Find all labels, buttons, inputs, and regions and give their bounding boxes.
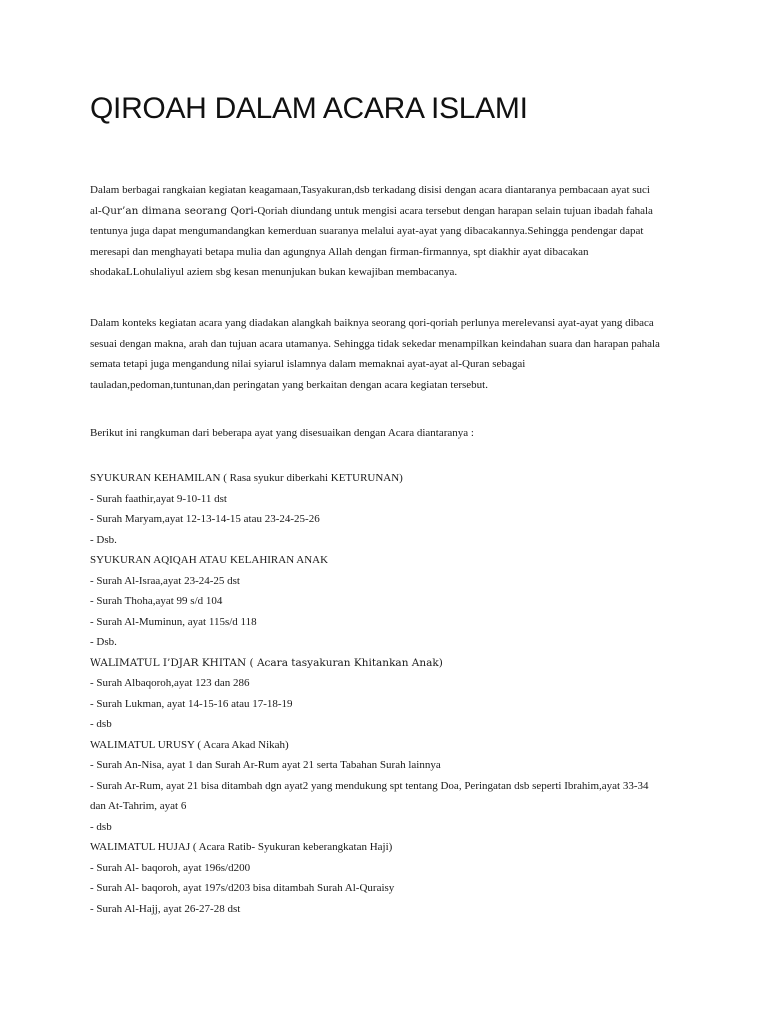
list-item: WALIMATUL URUSY ( Acara Akad Nikah): [90, 738, 289, 751]
intro-paragraph: [90, 180, 690, 283]
list-item: - Surah An-Nisa, ayat 1 dan Surah Ar-Rum ayat 21 serta Tabahan Surah lainnya: [90, 759, 441, 771]
intro-line-4: meresapi dan menghayati betapa mulia dan agungnya Allah dengan firman-firmannya, spt diakhir ayat dibacakan: [90, 245, 589, 258]
summary-intro-line: Berikut ini rangkuman dari beberapa ayat yang disesuaikan dengan Acara diantaranya :: [90, 427, 474, 439]
list-item: - Surah Al-Muminun, ayat 115s/d 118: [90, 615, 257, 628]
list-item: - Surah faathir,ayat 9-10-11 dst: [90, 492, 227, 505]
list-item: - Surah Al- baqoroh, ayat 197s/d203 bisa ditambah Surah Al-Quraisy: [90, 882, 395, 894]
list-item: - dsb: [90, 820, 112, 833]
list-item: SYUKURAN KEHAMILAN ( Rasa syukur diberkahi KETURUNAN): [90, 472, 403, 484]
list-item: WALIMATUL HUJAJ ( Acara Ratib- Syukuran keberangkatan Haji): [90, 841, 393, 853]
list-item: - dsb: [90, 718, 112, 730]
list-item: - Surah Al- baqoroh, ayat 196s/d200: [90, 861, 251, 874]
list-item: - Dsb.: [90, 533, 117, 546]
intro-line-2-prefix: al-: [90, 204, 102, 217]
intro-line-1: Dalam berbagai rangkaian kegiatan keagamaan,Tasyakuran,dsb terkadang disisi dengan acara diantaranya pembacaan ayat suci: [90, 184, 650, 196]
intro-line-3: tentunya juga dapat mengumandangkan kemerduan suaranya melalui ayat-ayat yang dibacakannya.Sehingga pendengar dapat: [90, 225, 644, 237]
list-item: SYUKURAN AQIQAH ATAU KELAHIRAN ANAK: [90, 554, 329, 566]
intro-line-2: [90, 201, 690, 222]
list-item: - Dsb.: [90, 636, 117, 648]
list-item: - Surah Ar-Rum, ayat 21 bisa ditambah dgn ayat2 yang mendukung spt tentang Doa, Peringatan dsb seperti Ibrahim,ayat 33-34: [90, 779, 649, 792]
intro-line-2-rest: -Qoriah diundang untuk mengisi acara tersebut dengan harapan selain tujuan ibadah fahala: [253, 204, 653, 217]
context-line-2: sesuai dengan makna, arah dan tujuan acara utamanya. Sehingga tidak sekedar menampilkan keindahan suara dan harapan pahala: [90, 337, 660, 350]
occasion-list: [90, 468, 690, 919]
intro-line-2-highlight: Qur’an dimana seorang Qori: [101, 204, 254, 217]
list-item: - Surah Albaqoroh,ayat 123 dan 286: [90, 677, 250, 689]
list-item: - Surah Al-Hajj, ayat 26-27-28 dst: [90, 902, 241, 915]
list-item: - Surah Al-Israa,ayat 23-24-25 dst: [90, 574, 240, 587]
list-item: dan At-Tahrim, ayat 6: [90, 800, 187, 812]
intro-line-5: shodakaLLohulaliyul aziem sbg kesan menunjukan bukan kewajiban membacanya.: [90, 266, 458, 278]
list-item: - Surah Thoha,ayat 99 s/d 104: [90, 595, 223, 607]
list-item: WALIMATUL I’DJAR KHITAN ( Acara tasyakuran Khitankan Anak): [90, 656, 443, 669]
list-item: - Surah Maryam,ayat 12-13-14-15 atau 23-24-25-26: [90, 513, 320, 525]
context-line-3: semata tetapi juga mengandung nilai syiarul islamnya dalam memaknai ayat-ayat al-Quran sebagai: [90, 358, 526, 370]
list-item: - Surah Lukman, ayat 14-15-16 atau 17-18-19: [90, 697, 293, 710]
context-paragraph: [90, 313, 690, 395]
context-line-1: Dalam konteks kegiatan acara yang diadakan alangkah baiknya seorang qori-qoriah perlunya merelevansi ayat-ayat yang dibaca: [90, 317, 654, 329]
context-line-4: tauladan,pedoman,tuntunan,dan peringatan yang berkaitan dengan acara kegiatan tersebut.: [90, 378, 488, 391]
page-title: QIROAH DALAM ACARA ISLAMI: [90, 92, 528, 125]
summary-intro: [90, 423, 690, 444]
